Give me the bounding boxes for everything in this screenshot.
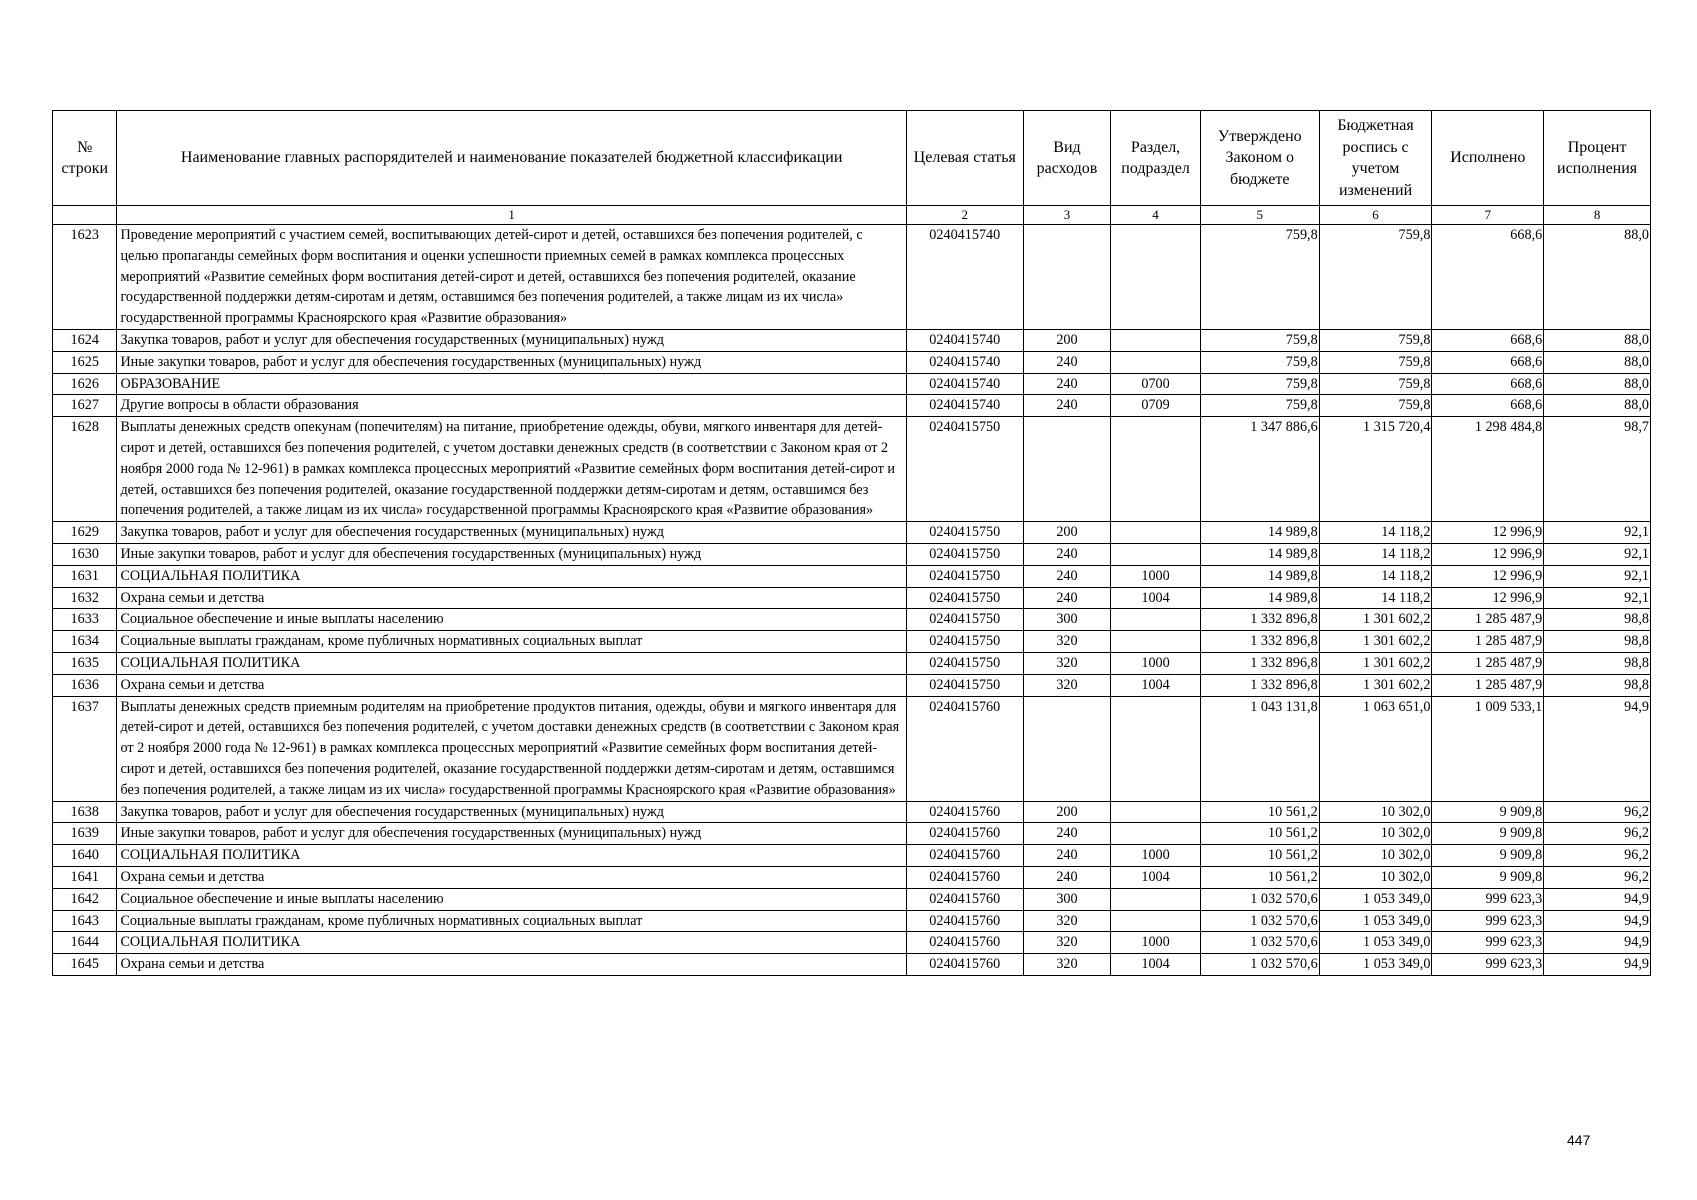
- row-number: 1630: [53, 543, 117, 565]
- row-section: [1111, 351, 1201, 373]
- row-type: [1023, 417, 1111, 522]
- row-number: 1634: [53, 631, 117, 653]
- row-percent: 94,9: [1544, 910, 1651, 932]
- row-budget: 1 063 651,0: [1319, 696, 1432, 801]
- row-name: СОЦИАЛЬНАЯ ПОЛИТИКА: [117, 845, 906, 867]
- row-target: 0240415750: [906, 609, 1023, 631]
- row-percent: 92,1: [1544, 543, 1651, 565]
- table-row: [53, 609, 1651, 631]
- row-name: Выплаты денежных средств опекунам (попечителям) на питание, приобретение одежды, обуви, мягкого инвентаря для детей-сирот и детей, оставшихся без попечения родителей, с учетом доставки денежных средств (в соответствии с Законом края от 2 ноября 2000 года № 12-961) в рамках комплекса процессных мероприятий «Развитие семейных форм воспитания детей-сирот и детей, оставшихся без попечения родителей, оказание государственной поддержки детям-сиротам и детям, оставшимся без попечения родителей, а также лицам из их числа» государственной программы Красноярского края «Развитие образования»: [117, 417, 906, 522]
- row-approved: 759,8: [1200, 351, 1319, 373]
- column-number: 6: [1319, 206, 1432, 225]
- row-executed: 9 909,8: [1432, 845, 1544, 867]
- row-target: 0240415760: [906, 910, 1023, 932]
- row-target: 0240415760: [906, 932, 1023, 954]
- row-percent: 96,2: [1544, 801, 1651, 823]
- row-name: СОЦИАЛЬНАЯ ПОЛИТИКА: [117, 932, 906, 954]
- row-budget: 759,8: [1319, 329, 1432, 351]
- row-number: 1626: [53, 373, 117, 395]
- row-budget: 14 118,2: [1319, 543, 1432, 565]
- table-row: [53, 543, 1651, 565]
- column-numbers-row: [53, 206, 1651, 225]
- row-number: 1635: [53, 652, 117, 674]
- header-budget: Бюджетная роспись с учетом изменений: [1319, 111, 1432, 206]
- row-target: 0240415760: [906, 696, 1023, 801]
- row-type: 320: [1023, 674, 1111, 696]
- row-section: [1111, 417, 1201, 522]
- row-number: 1641: [53, 866, 117, 888]
- row-target: 0240415760: [906, 888, 1023, 910]
- row-target: 0240415750: [906, 631, 1023, 653]
- column-number: 1: [117, 206, 906, 225]
- row-type: [1023, 225, 1111, 330]
- row-name: Закупка товаров, работ и услуг для обеспечения государственных (муниципальных) нужд: [117, 801, 906, 823]
- row-budget: 14 118,2: [1319, 587, 1432, 609]
- row-budget: 759,8: [1319, 395, 1432, 417]
- row-type: 240: [1023, 543, 1111, 565]
- table-header: [53, 111, 1651, 225]
- row-name: Другие вопросы в области образования: [117, 395, 906, 417]
- table-row: [53, 565, 1651, 587]
- header-row: [53, 111, 1651, 206]
- row-executed: 9 909,8: [1432, 866, 1544, 888]
- row-name: СОЦИАЛЬНАЯ ПОЛИТИКА: [117, 652, 906, 674]
- row-percent: 94,9: [1544, 932, 1651, 954]
- row-name: Закупка товаров, работ и услуг для обеспечения государственных (муниципальных) нужд: [117, 329, 906, 351]
- row-percent: 88,0: [1544, 395, 1651, 417]
- row-type: 240: [1023, 395, 1111, 417]
- row-section: 1000: [1111, 652, 1201, 674]
- row-approved: 10 561,2: [1200, 801, 1319, 823]
- row-section: [1111, 888, 1201, 910]
- row-approved: 1 032 570,6: [1200, 910, 1319, 932]
- row-number: 1627: [53, 395, 117, 417]
- row-approved: 1 332 896,8: [1200, 609, 1319, 631]
- row-number: 1633: [53, 609, 117, 631]
- table-row: [53, 652, 1651, 674]
- row-executed: 1 285 487,9: [1432, 609, 1544, 631]
- row-type: [1023, 696, 1111, 801]
- row-approved: 759,8: [1200, 329, 1319, 351]
- row-number: 1624: [53, 329, 117, 351]
- row-budget: 1 315 720,4: [1319, 417, 1432, 522]
- row-executed: 9 909,8: [1432, 801, 1544, 823]
- table-row: [53, 522, 1651, 544]
- row-number: 1637: [53, 696, 117, 801]
- row-approved: 10 561,2: [1200, 866, 1319, 888]
- row-executed: 668,6: [1432, 395, 1544, 417]
- row-type: 240: [1023, 845, 1111, 867]
- row-approved: 1 347 886,6: [1200, 417, 1319, 522]
- table-row: [53, 845, 1651, 867]
- row-section: 1004: [1111, 674, 1201, 696]
- row-executed: 12 996,9: [1432, 543, 1544, 565]
- row-budget: 1 053 349,0: [1319, 932, 1432, 954]
- header-target: Целевая статья: [906, 111, 1023, 206]
- row-number: 1632: [53, 587, 117, 609]
- table-row: [53, 674, 1651, 696]
- row-approved: 1 032 570,6: [1200, 888, 1319, 910]
- row-section: [1111, 801, 1201, 823]
- row-budget: 759,8: [1319, 225, 1432, 330]
- row-budget: 1 053 349,0: [1319, 888, 1432, 910]
- row-name: Иные закупки товаров, работ и услуг для обеспечения государственных (муниципальных) нужд: [117, 823, 906, 845]
- row-percent: 88,0: [1544, 373, 1651, 395]
- row-target: 0240415750: [906, 565, 1023, 587]
- column-number-blank: [53, 206, 117, 225]
- table-row: [53, 888, 1651, 910]
- row-executed: 1 298 484,8: [1432, 417, 1544, 522]
- column-number: 4: [1111, 206, 1201, 225]
- header-name: Наименование главных распорядителей и наименование показателей бюджетной классификации: [117, 111, 906, 206]
- row-percent: 92,1: [1544, 522, 1651, 544]
- row-percent: 92,1: [1544, 565, 1651, 587]
- row-type: 320: [1023, 652, 1111, 674]
- row-name: Выплаты денежных средств приемным родителям на приобретение продуктов питания, одежды, обуви и мягкого инвентаря для детей-сирот и детей, оставшихся без попечения родителей, с учетом доставки денежных средств (в соответствии с Законом края от 2 ноября 2000 года № 12-961) в рамках комплекса процессных мероприятий «Развитие семейных форм воспитания детей-сирот и детей, оставшихся без попечения родителей, оказание государственной поддержки детям-сиротам и детям, оставшимся без попечения родителей, а также лицам из их числа» государственной программы Красноярского края «Развитие образования»: [117, 696, 906, 801]
- row-percent: 96,2: [1544, 823, 1651, 845]
- table-row: [53, 351, 1651, 373]
- row-type: 300: [1023, 609, 1111, 631]
- row-approved: 759,8: [1200, 395, 1319, 417]
- row-target: 0240415750: [906, 543, 1023, 565]
- column-number: 7: [1432, 206, 1544, 225]
- row-type: 240: [1023, 373, 1111, 395]
- row-name: Закупка товаров, работ и услуг для обеспечения государственных (муниципальных) нужд: [117, 522, 906, 544]
- row-budget: 759,8: [1319, 373, 1432, 395]
- row-target: 0240415760: [906, 866, 1023, 888]
- header-approved: Утверждено Законом о бюджете: [1200, 111, 1319, 206]
- row-approved: 1 043 131,8: [1200, 696, 1319, 801]
- row-type: 240: [1023, 823, 1111, 845]
- table-row: [53, 954, 1651, 976]
- row-percent: 98,8: [1544, 674, 1651, 696]
- row-executed: 999 623,3: [1432, 954, 1544, 976]
- row-target: 0240415760: [906, 845, 1023, 867]
- row-target: 0240415740: [906, 329, 1023, 351]
- row-name: СОЦИАЛЬНАЯ ПОЛИТИКА: [117, 565, 906, 587]
- row-section: [1111, 910, 1201, 932]
- row-number: 1640: [53, 845, 117, 867]
- row-percent: 94,9: [1544, 888, 1651, 910]
- budget-table: [52, 110, 1651, 976]
- table-body: [53, 225, 1651, 976]
- row-section: 1000: [1111, 845, 1201, 867]
- row-target: 0240415750: [906, 417, 1023, 522]
- row-executed: 1 285 487,9: [1432, 674, 1544, 696]
- row-target: 0240415740: [906, 373, 1023, 395]
- row-approved: 14 989,8: [1200, 543, 1319, 565]
- row-percent: 88,0: [1544, 329, 1651, 351]
- row-approved: 1 332 896,8: [1200, 674, 1319, 696]
- row-number: 1631: [53, 565, 117, 587]
- row-section: [1111, 543, 1201, 565]
- row-type: 320: [1023, 910, 1111, 932]
- table-row: [53, 329, 1651, 351]
- row-budget: 1 301 602,2: [1319, 609, 1432, 631]
- row-section: 0700: [1111, 373, 1201, 395]
- row-number: 1638: [53, 801, 117, 823]
- row-approved: 14 989,8: [1200, 587, 1319, 609]
- table-row: [53, 696, 1651, 801]
- row-target: 0240415750: [906, 522, 1023, 544]
- row-type: 320: [1023, 932, 1111, 954]
- row-number: 1645: [53, 954, 117, 976]
- row-target: 0240415760: [906, 954, 1023, 976]
- row-budget: 1 301 602,2: [1319, 674, 1432, 696]
- row-percent: 88,0: [1544, 351, 1651, 373]
- row-approved: 1 032 570,6: [1200, 954, 1319, 976]
- header-percent: Процент исполнения: [1544, 111, 1651, 206]
- row-percent: 88,0: [1544, 225, 1651, 330]
- row-type: 240: [1023, 351, 1111, 373]
- header-executed: Исполнено: [1432, 111, 1544, 206]
- table-row: [53, 823, 1651, 845]
- table-row: [53, 417, 1651, 522]
- row-percent: 94,9: [1544, 954, 1651, 976]
- row-type: 240: [1023, 565, 1111, 587]
- row-budget: 10 302,0: [1319, 866, 1432, 888]
- row-executed: 9 909,8: [1432, 823, 1544, 845]
- row-budget: 1 053 349,0: [1319, 910, 1432, 932]
- header-type: Вид расходов: [1023, 111, 1111, 206]
- row-type: 300: [1023, 888, 1111, 910]
- row-number: 1643: [53, 910, 117, 932]
- row-budget: 1 301 602,2: [1319, 631, 1432, 653]
- row-section: [1111, 225, 1201, 330]
- row-executed: 1 009 533,1: [1432, 696, 1544, 801]
- row-budget: 10 302,0: [1319, 801, 1432, 823]
- row-target: 0240415750: [906, 674, 1023, 696]
- row-name: Иные закупки товаров, работ и услуг для обеспечения государственных (муниципальных) нужд: [117, 351, 906, 373]
- row-number: 1625: [53, 351, 117, 373]
- row-name: Социальные выплаты гражданам, кроме публичных нормативных социальных выплат: [117, 910, 906, 932]
- row-section: [1111, 329, 1201, 351]
- row-section: [1111, 823, 1201, 845]
- row-executed: 668,6: [1432, 225, 1544, 330]
- row-percent: 98,8: [1544, 631, 1651, 653]
- row-name: Охрана семьи и детства: [117, 587, 906, 609]
- row-budget: 10 302,0: [1319, 845, 1432, 867]
- column-number: 8: [1544, 206, 1651, 225]
- row-number: 1629: [53, 522, 117, 544]
- row-name: Охрана семьи и детства: [117, 674, 906, 696]
- row-approved: 14 989,8: [1200, 522, 1319, 544]
- row-type: 320: [1023, 954, 1111, 976]
- row-name: Иные закупки товаров, работ и услуг для обеспечения государственных (муниципальных) нужд: [117, 543, 906, 565]
- row-section: 1004: [1111, 587, 1201, 609]
- row-approved: 1 032 570,6: [1200, 932, 1319, 954]
- row-name: Охрана семьи и детства: [117, 866, 906, 888]
- row-section: 1004: [1111, 954, 1201, 976]
- row-executed: 999 623,3: [1432, 888, 1544, 910]
- row-approved: 759,8: [1200, 373, 1319, 395]
- table-row: [53, 225, 1651, 330]
- row-budget: 10 302,0: [1319, 823, 1432, 845]
- row-name: Охрана семьи и детства: [117, 954, 906, 976]
- table-row: [53, 395, 1651, 417]
- row-executed: 999 623,3: [1432, 932, 1544, 954]
- column-number: 5: [1200, 206, 1319, 225]
- row-target: 0240415740: [906, 225, 1023, 330]
- table-row: [53, 866, 1651, 888]
- row-approved: 14 989,8: [1200, 565, 1319, 587]
- row-number: 1623: [53, 225, 117, 330]
- row-percent: 98,8: [1544, 652, 1651, 674]
- row-number: 1644: [53, 932, 117, 954]
- table-row: [53, 373, 1651, 395]
- row-budget: 14 118,2: [1319, 522, 1432, 544]
- column-number: 2: [906, 206, 1023, 225]
- row-type: 320: [1023, 631, 1111, 653]
- row-executed: 668,6: [1432, 351, 1544, 373]
- row-approved: 10 561,2: [1200, 845, 1319, 867]
- row-type: 240: [1023, 587, 1111, 609]
- row-target: 0240415740: [906, 395, 1023, 417]
- row-executed: 12 996,9: [1432, 587, 1544, 609]
- row-percent: 96,2: [1544, 845, 1651, 867]
- row-percent: 94,9: [1544, 696, 1651, 801]
- header-section: Раздел, подраздел: [1111, 111, 1201, 206]
- row-target: 0240415760: [906, 823, 1023, 845]
- column-number: 3: [1023, 206, 1111, 225]
- row-percent: 98,8: [1544, 609, 1651, 631]
- row-section: 1004: [1111, 866, 1201, 888]
- row-budget: 1 053 349,0: [1319, 954, 1432, 976]
- row-budget: 1 301 602,2: [1319, 652, 1432, 674]
- table-row: [53, 801, 1651, 823]
- row-number: 1642: [53, 888, 117, 910]
- row-executed: 999 623,3: [1432, 910, 1544, 932]
- page-number: 447: [1567, 1132, 1591, 1148]
- row-budget: 759,8: [1319, 351, 1432, 373]
- row-percent: 92,1: [1544, 587, 1651, 609]
- row-executed: 1 285 487,9: [1432, 631, 1544, 653]
- row-target: 0240415740: [906, 351, 1023, 373]
- row-percent: 96,2: [1544, 866, 1651, 888]
- row-number: 1639: [53, 823, 117, 845]
- row-type: 200: [1023, 801, 1111, 823]
- row-approved: 759,8: [1200, 225, 1319, 330]
- row-section: [1111, 631, 1201, 653]
- table-row: [53, 910, 1651, 932]
- row-executed: 668,6: [1432, 373, 1544, 395]
- row-approved: 1 332 896,8: [1200, 652, 1319, 674]
- row-section: [1111, 696, 1201, 801]
- row-section: 1000: [1111, 565, 1201, 587]
- table-row: [53, 587, 1651, 609]
- row-executed: 1 285 487,9: [1432, 652, 1544, 674]
- row-type: 240: [1023, 866, 1111, 888]
- header-row-no: № строки: [53, 111, 117, 206]
- row-executed: 12 996,9: [1432, 522, 1544, 544]
- row-type: 200: [1023, 522, 1111, 544]
- row-type: 200: [1023, 329, 1111, 351]
- row-number: 1636: [53, 674, 117, 696]
- row-name: Социальные выплаты гражданам, кроме публичных нормативных социальных выплат: [117, 631, 906, 653]
- table-row: [53, 631, 1651, 653]
- row-name: Социальное обеспечение и иные выплаты населению: [117, 609, 906, 631]
- row-name: ОБРАЗОВАНИЕ: [117, 373, 906, 395]
- row-percent: 98,7: [1544, 417, 1651, 522]
- row-target: 0240415760: [906, 801, 1023, 823]
- row-name: Социальное обеспечение и иные выплаты населению: [117, 888, 906, 910]
- row-budget: 14 118,2: [1319, 565, 1432, 587]
- row-number: 1628: [53, 417, 117, 522]
- row-target: 0240415750: [906, 587, 1023, 609]
- row-section: [1111, 522, 1201, 544]
- row-section: [1111, 609, 1201, 631]
- row-approved: 1 332 896,8: [1200, 631, 1319, 653]
- row-section: 0709: [1111, 395, 1201, 417]
- row-executed: 668,6: [1432, 329, 1544, 351]
- row-section: 1000: [1111, 932, 1201, 954]
- row-name: Проведение мероприятий с участием семей, воспитывающих детей-сирот и детей, оставшихся без попечения родителей, с целью пропаганды семейных форм воспитания и оценки успешности приемных семей в рамках комплекса процессных мероприятий «Развитие семейных форм воспитания детей-сирот и детей, оставшихся без попечения родителей, оказание государственной поддержки детям-сиротам и детям, оставшимся без попечения родителей, а также лицам из их числа» государственной программы Красноярского края «Развитие образования»: [117, 225, 906, 330]
- row-approved: 10 561,2: [1200, 823, 1319, 845]
- row-target: 0240415750: [906, 652, 1023, 674]
- row-executed: 12 996,9: [1432, 565, 1544, 587]
- table-row: [53, 932, 1651, 954]
